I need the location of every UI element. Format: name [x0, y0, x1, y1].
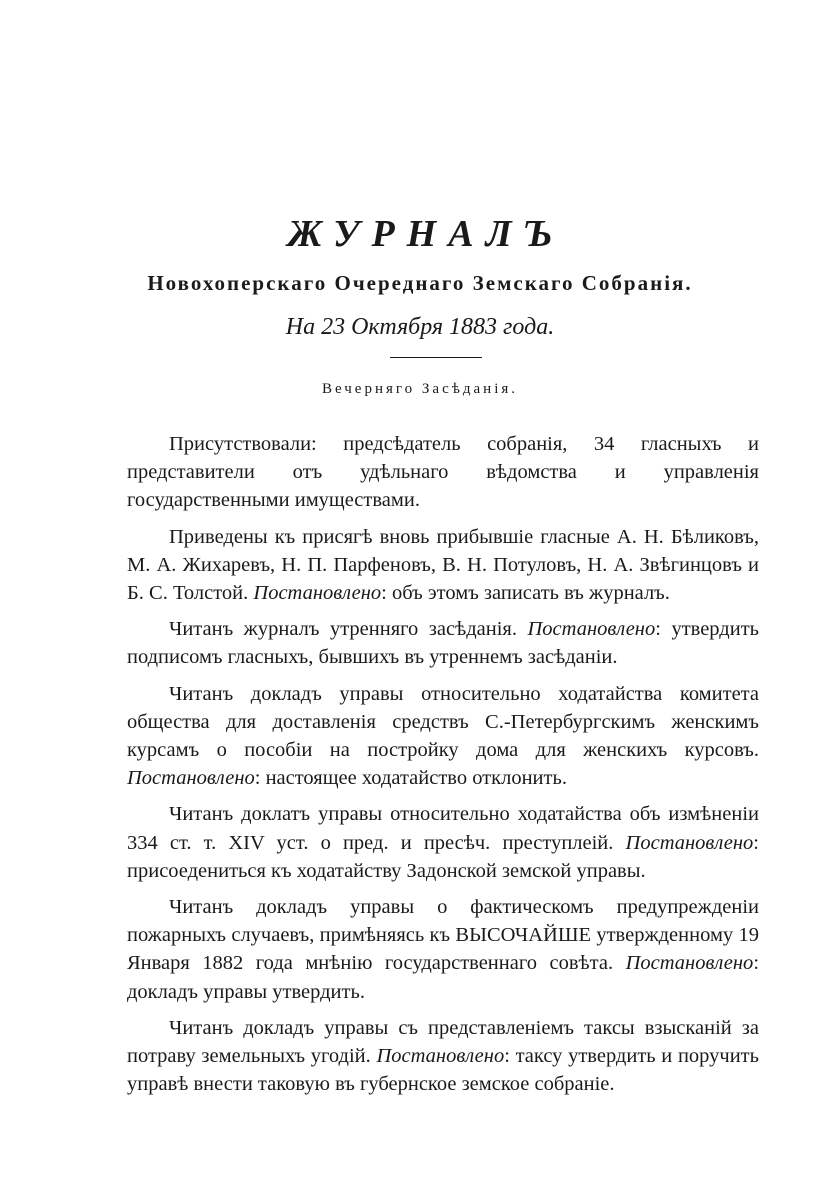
- resolution-text: : докладъ управы утвердить.: [127, 952, 760, 1003]
- assembly-subtitle: Новохоперскаго Очереднаго Земскаго Собранія.: [147, 271, 693, 295]
- resolution-text: : настоящее ходатайство отклонить.: [254, 767, 567, 790]
- session-date: На 23 Октября 1883 года.: [285, 314, 555, 340]
- paragraph-text: Читанъ докладъ управы о фактическомъ предупрежденіи пожарныхъ случаевъ, примѣняясь къ ВЫСОЧАЙШЕ утвержденному 19 Января 1882 года мнѣнію государственнаго совѣта.: [127, 896, 759, 975]
- paragraph-attendance: [127, 430, 759, 515]
- paragraph-text: Читанъ докладъ управы относительно ходатайства комитета общества для доставленія средствъ С.-Петербургскимъ женскимъ курсамъ о пособіи на постройку дома для женскихъ курсовъ.: [127, 682, 759, 762]
- session-heading: Вечерняго Засѣданія.: [321, 381, 519, 397]
- resolution-text: : объ этомъ записать въ журналъ.: [381, 582, 670, 605]
- title-divider: [390, 357, 482, 358]
- resolution-label: Постановлено: [376, 1045, 505, 1068]
- resolution-text: : присоедениться къ ходатайству Задонской земской управы.: [127, 831, 759, 882]
- resolution-text: : таксу утвердить и поручить управѣ внести таковую въ губернское земское собраніе.: [127, 1045, 759, 1096]
- paragraph-womens-courses: [127, 680, 759, 793]
- resolution-label: Постановлено: [625, 952, 754, 975]
- resolution-text: : утвердить подписомъ гласныхъ, бывшихъ въ утреннемъ засѣданіи.: [127, 618, 759, 669]
- paragraph-text: Приведены къ присягѣ вновь прибывшіе гласные А. Н. Бѣликовъ, М. А. Жихаревъ, Н. П. Парфеновъ, В. Н. Потуловъ, Н. А. Звѣгинцовъ и Б. С. Толстой.: [127, 525, 759, 605]
- resolution-label: Постановлено: [253, 582, 382, 605]
- paragraph-oath: [127, 523, 759, 608]
- paragraph-article-334: [127, 800, 759, 885]
- resolution-label: Постановлено: [625, 831, 754, 854]
- paragraph-text: Читанъ докладъ управы съ представленіемъ таксы взысканій за потраву земельныхъ угодій.: [127, 1016, 759, 1068]
- paragraph-fire-prevention: [127, 893, 759, 1006]
- paragraph-text: Читанъ журналъ утренняго засѣданія.: [169, 618, 517, 641]
- paragraph-text: Читанъ доклатъ управы относительно ходатайства объ измѣненіи 334 ст. т. XIV уст. о пред. и пресѣч. преступлеій.: [127, 803, 759, 854]
- minutes-body: [127, 430, 759, 1106]
- paragraph-damage-tariff: [127, 1014, 759, 1099]
- resolution-label: Постановлено: [527, 618, 656, 641]
- resolution-label: Постановлено: [127, 767, 255, 790]
- journal-title: ЖУРНАЛЪ: [287, 213, 565, 255]
- paragraph-text: Присутствовали: предсѣдатель собранія, 34 гласныхъ и представители отъ удѣльнаго вѣдомства и управленія государственными имуществами.: [127, 433, 759, 512]
- paragraph-morning-journal: [127, 615, 759, 671]
